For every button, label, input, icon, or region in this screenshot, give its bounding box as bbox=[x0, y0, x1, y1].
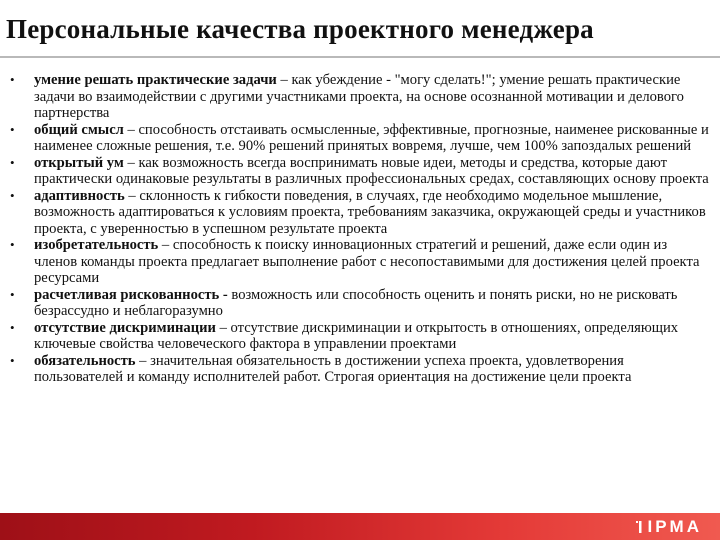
bullet-icon: • bbox=[10, 319, 15, 335]
footer-band bbox=[0, 513, 720, 540]
bullet-icon: • bbox=[10, 187, 15, 203]
item-term: умение решать практические задачи bbox=[34, 72, 277, 88]
item-term: открытый ум bbox=[34, 154, 124, 171]
bullet-icon: • bbox=[10, 352, 15, 368]
list-item bbox=[0, 122, 716, 155]
list-item bbox=[0, 320, 716, 353]
item-term: адаптивность bbox=[34, 187, 125, 204]
item-text: – значительная обязательность в достижении успеха проекта, удовлетворения пользователей и команду исполнителей работ. Строгая ориентация на достижение цели проекта bbox=[34, 352, 632, 385]
bullet-icon: • bbox=[10, 286, 15, 302]
ipma-mark-icon bbox=[636, 520, 646, 534]
item-term: отсутствие дискриминации bbox=[34, 319, 216, 336]
item-text: – как возможность всегда воспринимать новые идеи, методы и средства, которые дают практически одинаковые результаты в различных профессиональных средах, составляющих основу проекта bbox=[34, 154, 709, 187]
bullet-icon: • bbox=[10, 121, 15, 137]
slide-title: Персональные качества проектного менеджера bbox=[6, 14, 594, 44]
item-text: – склонность к гибкости поведения, в случаях, где необходимо модельное мышление, возможность адаптироваться к условиям проекта, требованиям заказчика, окружающей среды и участников проекта, с уверенностью в успешном результате проекта bbox=[34, 187, 706, 237]
list-item bbox=[0, 353, 716, 386]
list-item bbox=[0, 287, 716, 320]
bullet-icon: • bbox=[10, 72, 15, 87]
logo-text: IPMA bbox=[647, 517, 702, 536]
item-text: – как убеждение - "могу сделать!"; умение решать практические задачи во взаимодействии с другими участниками проекта, на основе осознанной мотивации и делового партнерства bbox=[34, 72, 684, 121]
item-text: – способность отстаивать осмысленные, эффективные, прогнозные, наименее рискованные и наименее сложные решения, т.е. 90% решений принятых вовремя, лучше, чем 100% запоздалых решений bbox=[34, 121, 709, 154]
list-item bbox=[0, 72, 716, 122]
list-item bbox=[0, 237, 716, 287]
item-term: общий смысл bbox=[34, 121, 124, 138]
item-term: расчетливая рискованность - bbox=[34, 286, 232, 303]
item-term: изобретательность bbox=[34, 237, 159, 253]
item-text: – способность к поиску инновационных стратегий и решений, даже если один из членов команды проекта предлагает выполнение работ с несопоставимыми для достижения целей проекта ресурсами bbox=[34, 237, 700, 286]
item-text: – отсутствие дискриминации и открытость в отношениях, определяющих ключевые свойства человеческого фактора в управлении проектами bbox=[34, 319, 679, 352]
item-term: обязательность bbox=[34, 352, 136, 369]
qualities-list bbox=[0, 72, 716, 386]
ipma-logo bbox=[636, 517, 703, 537]
bullet-icon: • bbox=[10, 154, 15, 170]
bullet-icon: • bbox=[10, 237, 15, 252]
list-item bbox=[0, 155, 716, 188]
title-divider bbox=[0, 56, 720, 58]
item-text: возможность или способность оценить и понять риски, но не рисковать безрассудно и неблагоразумно bbox=[34, 286, 678, 319]
list-item bbox=[0, 188, 716, 238]
